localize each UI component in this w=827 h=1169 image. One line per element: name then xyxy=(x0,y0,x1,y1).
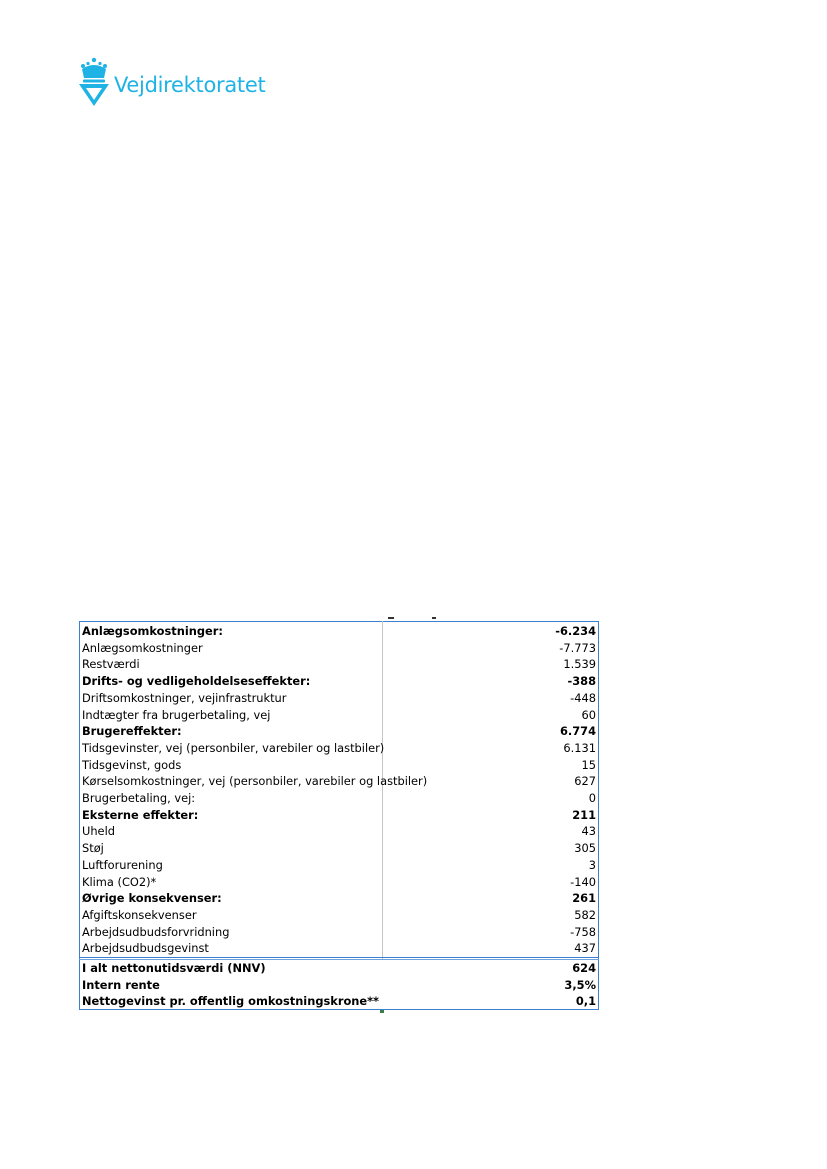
row-value: 3 xyxy=(588,857,596,872)
row-label: Øvrige konsekvenser: xyxy=(82,891,222,906)
row-label: Tidsgevinster, vej (personbiler, varebiler og lastbiler) xyxy=(82,740,385,755)
row-value: 305 xyxy=(574,841,596,856)
table-row xyxy=(79,807,599,824)
row-label: Støj xyxy=(82,841,104,856)
summary-row xyxy=(79,977,599,994)
table-top-border xyxy=(79,621,599,622)
summary-value: 0,1 xyxy=(575,994,596,1008)
row-label: Drifts- og vedligeholdelseseffekter: xyxy=(82,674,311,689)
summary-value: 624 xyxy=(572,961,596,975)
table-row xyxy=(79,690,599,707)
row-value: -388 xyxy=(567,674,596,689)
summary-separator xyxy=(79,957,599,958)
table-row xyxy=(79,640,599,657)
summary-label: I alt nettonutidsværdi (NNV) xyxy=(82,961,266,975)
table-row xyxy=(79,790,599,807)
row-value: 15 xyxy=(581,757,596,772)
summary-value: 3,5% xyxy=(564,977,596,992)
row-value: 582 xyxy=(574,907,596,922)
row-label: Uheld xyxy=(82,824,115,839)
table-row xyxy=(79,890,599,907)
table-row xyxy=(79,857,599,874)
row-label: Brugerbetaling, vej: xyxy=(82,791,196,805)
row-value: 6.774 xyxy=(559,724,596,739)
cell-marker xyxy=(380,1010,384,1013)
row-label: Restværdi xyxy=(82,657,140,672)
vejdirektoratet-logo xyxy=(78,57,265,107)
row-value: 1.539 xyxy=(563,657,596,672)
row-label: Kørselsomkostninger, vej (personbiler, varebiler og lastbiler) xyxy=(82,774,428,789)
row-value: 627 xyxy=(574,774,596,789)
table-row xyxy=(79,707,599,724)
table-row xyxy=(79,740,599,757)
table-row xyxy=(79,623,599,640)
summary-row xyxy=(79,960,599,977)
cut-mark xyxy=(388,617,394,619)
table-row xyxy=(79,757,599,774)
row-label: Afgiftskonsekvenser xyxy=(82,907,197,922)
table-row xyxy=(79,907,599,924)
row-label: Arbejdsudbudsforvridning xyxy=(82,924,230,939)
row-label: Arbejdsudbudsgevinst xyxy=(82,941,209,956)
row-value: 6.131 xyxy=(563,740,596,755)
row-value: 211 xyxy=(572,807,596,822)
row-value: -140 xyxy=(570,874,596,889)
row-label: Luftforurening xyxy=(82,857,163,872)
table-row xyxy=(79,773,599,790)
table-row xyxy=(79,823,599,840)
summary-label: Nettogevinst pr. offentlig omkostningskrone** xyxy=(82,994,380,1008)
row-label: Driftsomkostninger, vejinfrastruktur xyxy=(82,690,287,705)
table-row xyxy=(79,840,599,857)
row-value: -6.234 xyxy=(555,624,596,638)
row-value: -7.773 xyxy=(559,640,596,655)
table-row xyxy=(79,656,599,673)
row-label: Eksterne effekter: xyxy=(82,807,199,822)
row-value: -448 xyxy=(570,690,596,705)
row-value: 261 xyxy=(572,891,596,906)
row-label: Anlægsomkostninger xyxy=(82,640,203,655)
row-value: 0 xyxy=(588,791,596,805)
row-label: Tidsgevinst, gods xyxy=(82,757,182,772)
row-label: Anlægsomkostninger: xyxy=(82,624,223,638)
table-row xyxy=(79,940,599,957)
row-value: -758 xyxy=(570,924,596,939)
table-row xyxy=(79,723,599,740)
summary-row xyxy=(79,993,599,1010)
row-label: Brugereffekter: xyxy=(82,724,182,739)
row-label: Klima (CO2)* xyxy=(82,874,157,889)
crown-shield-icon xyxy=(78,57,110,107)
summary-label: Intern rente xyxy=(82,977,160,992)
table-row xyxy=(79,874,599,891)
table-row xyxy=(79,924,599,941)
row-value: 60 xyxy=(581,707,596,722)
table-bottom-border xyxy=(79,1009,599,1010)
row-value: 437 xyxy=(574,941,596,956)
row-value: 43 xyxy=(581,824,596,839)
cut-mark xyxy=(432,617,436,619)
logo-wordmark: Vejdirektoratet xyxy=(114,73,266,97)
table-row xyxy=(79,673,599,690)
row-label: Indtægter fra brugerbetaling, vej xyxy=(82,707,271,722)
